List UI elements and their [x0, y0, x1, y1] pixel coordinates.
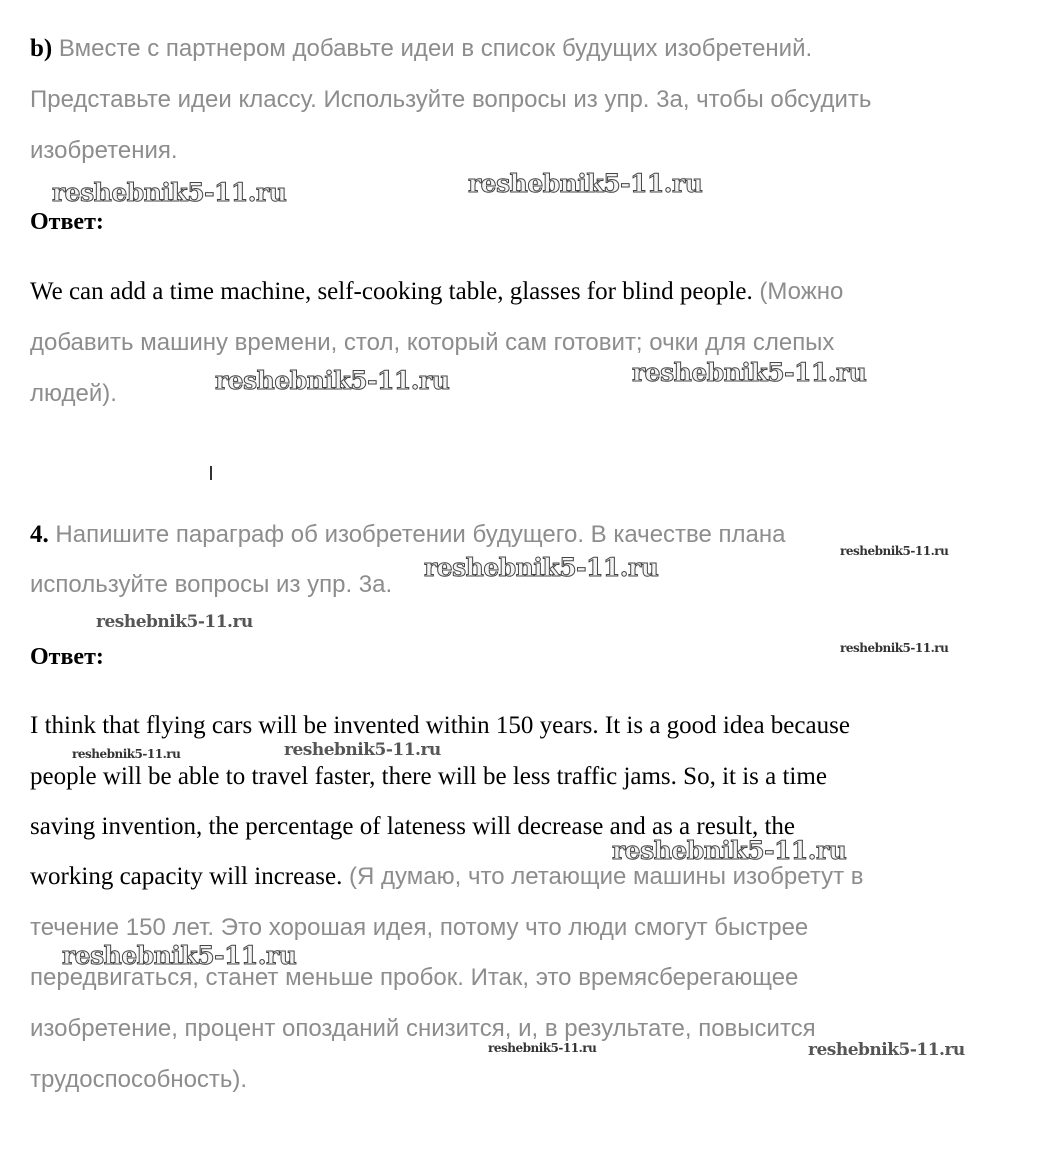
task-b-answer-line-2: добавить машину времени, стол, который сам готовит; очки для слепых: [30, 329, 835, 356]
task-4-answer-label: Ответ:: [30, 644, 104, 670]
task-b-number: b): [30, 35, 53, 62]
task-4-answer-line-8: трудоспособность).: [30, 1066, 248, 1093]
scan-mark: [210, 466, 212, 480]
watermark: reshebnik5-11.ru: [488, 1041, 597, 1055]
task-4-prompt-line-2: используйте вопросы из упр. 3а.: [30, 571, 393, 598]
watermark: reshebnik5-11.ru: [215, 366, 450, 395]
watermark: reshebnik5-11.ru: [632, 358, 867, 387]
watermark: reshebnik5-11.ru: [840, 641, 949, 655]
task-b-prompt-line-3: изобретения.: [30, 137, 178, 164]
watermark: reshebnik5-11.ru: [52, 178, 287, 207]
task-b-answer-line-1: We can add a time machine, self-cooking table, glasses for blind people. (Можно: [30, 278, 844, 305]
task-4-answer-line-3: saving invention, the percentage of lateness will decrease and as a result, the: [30, 813, 795, 840]
task-4-prompt-line-1: 4. Напишите параграф об изобретении будущего. В качестве плана: [30, 521, 786, 548]
task-4-answer-line-7: изобретение, процент опозданий снизится, и, в результате, повысится: [30, 1015, 816, 1042]
watermark: reshebnik5-11.ru: [840, 544, 949, 558]
task-4-answer-line-6: передвигаться, станет меньше пробок. Итак, это времясберегающее: [30, 964, 799, 991]
watermark: reshebnik5-11.ru: [284, 740, 441, 760]
task-4-answer-line-2: people will be able to travel faster, there will be less traffic jams. So, it is a time: [30, 763, 827, 790]
watermark: reshebnik5-11.ru: [62, 941, 297, 970]
task-4-answer-line-1: I think that flying cars will be invented within 150 years. It is a good idea because: [30, 712, 850, 739]
watermark: reshebnik5-11.ru: [612, 836, 847, 865]
watermark: reshebnik5-11.ru: [424, 553, 659, 582]
task-4-answer-line-4: working capacity will increase. (Я думаю, что летающие машины изобретут в: [30, 863, 864, 890]
task-b-answer-en: We can add a time machine, self-cooking table, glasses for blind people.: [30, 278, 753, 305]
watermark: reshebnik5-11.ru: [72, 747, 181, 761]
task-b-answer-line-3: людей).: [30, 380, 117, 407]
task-b-answer-label: Ответ:: [30, 209, 104, 235]
task-4-answer-en-end: working capacity will increase.: [30, 863, 343, 890]
task-4-number: 4.: [30, 521, 49, 548]
watermark: reshebnik5-11.ru: [96, 612, 253, 632]
task-b-prompt-line-2: Представьте идеи классу. Используйте вопросы из упр. 3а, чтобы обсудить: [30, 86, 872, 113]
task-4-answer-line-5: течение 150 лет. Это хорошая идея, потому что люди смогут быстрее: [30, 914, 809, 941]
watermark: reshebnik5-11.ru: [808, 1040, 965, 1060]
watermark: reshebnik5-11.ru: [468, 169, 703, 198]
task-b-prompt-line-1: b) Вместе с партнером добавьте идеи в список будущих изобретений.: [30, 35, 813, 62]
